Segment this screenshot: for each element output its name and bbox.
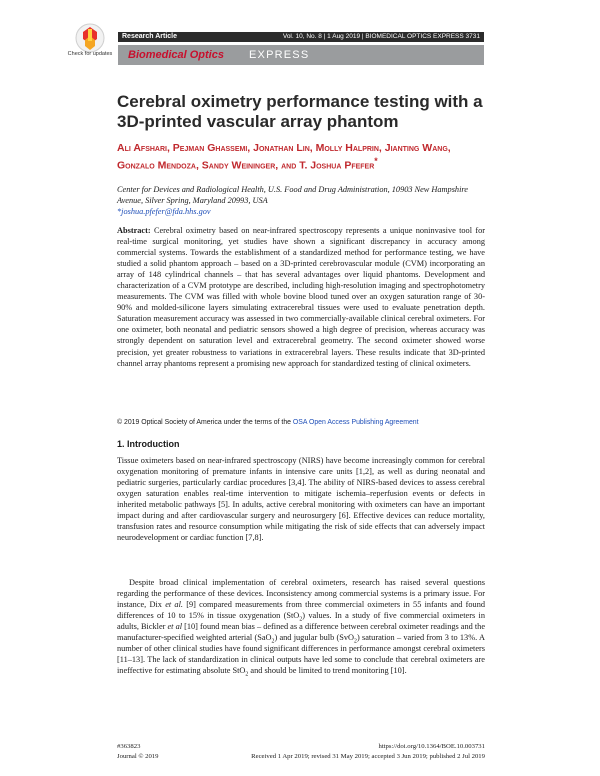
p2-text-a: Despite broad clinical implementation of cerebral oximeters, research has raised several questions regarding the performance of these devices. Inconsistency among commercial systems is a primary issue. For instance, Dix (117, 578, 485, 610)
affiliation: Center for Devices and Radiological Health, U.S. Food and Drug Administration, 10903 New Hampshire Avenue, Silver Spring, Maryland 20993, USA (117, 185, 468, 205)
subscript-2: 2 (299, 616, 303, 623)
copyright-text: © 2019 Optical Society of America under the terms of the (117, 419, 293, 426)
abstract-text: Cerebral oximetry based on near-infrared spectroscopy represents a unique noninvasive tool for real-time surgical monitoring, yet studies have shown a significant discrepancy in accuracy among commercial systems. Towards the establishment of a standardized method for performance testing, we have studied a solid phantom approach – based on a 3D-printed cerebrovascular module (CVM) incorporating an array of 148 cylindrical channels – that has several advantages over liquid phantoms. Development and characterization of a CVM prototype are described, including high-resolution imaging and spectrophotometry measurements. The CVM was filled with whole bovine blood tuned over an oxygen saturation range of 30-90% and molded-silicone layers simulating extracerebral tissues were used to evaluate penetration depth. Saturation measurement accuracy was assessed in two commercially-available clinical cerebral oximeters. For one oximeter, both neonatal and pediatric sensors showed a high degree of precision, whereas accuracy was strongly dependent on saturation level and extracerebral geometry. The second oximeter showed worse precision, yet greater robustness to variations in extracerebral layers. These results indicate that 3D-printed channel array phantoms represent a promising new approach for standardized testing of clinical oximeters. (117, 226, 485, 368)
section-heading: 1. Introduction (117, 439, 180, 449)
footer-left (117, 742, 159, 762)
article-id: #363823 (117, 743, 141, 750)
p2-text-g: and should be limited to trend monitoring [10]. (248, 666, 407, 676)
doi-link[interactable]: https://doi.org/10.1364/BOE.10.003731 (378, 743, 485, 750)
p2-etal-1: et al. (165, 600, 183, 610)
footer-right (251, 742, 485, 762)
page-title: Cerebral oximetry performance testing with a 3D-printed vascular array phantom (117, 92, 483, 131)
intro-paragraph-2 (117, 577, 486, 679)
p2-text-d: [10] found mean bias – defined as a difference between cerebral oximeter readings and the manufacturer-specified weighted arterial (SaO (117, 622, 486, 643)
abstract-label: Abstract: (117, 226, 151, 235)
intro-paragraph-1: Tissue oximeters based on near-infrared spectroscopy (NIRS) have become increasingly common for cerebral oxygenation monitoring of premature infants in intensive care units [1,2], as well as during neonatal and pediatric surgeries, particularly cardiac procedures [3,4]. The ability of NIRS-based devices to assess cerebral oxygen saturation enables real-time intervention to mitigate ischemia–reperfusion events or defects in inherited metabolic pathways [5]. In adults, active cerebral monitoring with oximeters can have an important impact during and after cardiovascular surgery and neurosurgery [6]. Effective devices can reduce mortality, transfusion rates and resource consumption while mitigating the risk of side effects that can adversely impact neurodevelopment or cardiac function [7,8]. (117, 456, 485, 543)
journal-name: Biomedical Optics (128, 49, 224, 61)
citation-line: Vol. 10, No. 8 | 1 Aug 2019 | BIOMEDICAL OPTICS EXPRESS 3731 (282, 33, 480, 40)
subscript-2: 2 (354, 638, 357, 645)
copyright-notice (117, 418, 485, 428)
p2-text-e: ) and jugular bulb (SvO (274, 633, 355, 643)
publication-dates: Received 1 Apr 2019; revised 31 May 2019; accepted 3 Jun 2019; published 2 Jul 2019 (251, 753, 485, 760)
author-list (117, 142, 487, 172)
p2-text-f: ) saturation – varied from 3 to 13%. A number of other clinical studies have found significant differences in performance amongst cerebral oximeters [11–13]. The lack of standardization in clinical outputs have led some to conclude that cerebral oximeters are ineffective for estimating absolute StO (117, 633, 485, 676)
check-for-updates-label[interactable]: Check for updates (67, 51, 113, 57)
journal-copyright: Journal © 2019 (117, 753, 159, 760)
check-for-updates-icon[interactable] (74, 22, 106, 64)
p2-text-b: [9] compared measurements from three commercial oximeters in 55 infants and found differences of 10 to 15% in tissue oxygenation (StO (117, 600, 485, 621)
corresponding-author-mark: * (374, 155, 378, 166)
p2-etal-2: et al (167, 622, 183, 632)
email-link[interactable]: *joshua.pfefer@fda.hhs.gov (117, 207, 211, 216)
journal-banner (118, 45, 484, 65)
article-type: Research Article (122, 33, 177, 40)
author-names: Ali Afshari, Pejman Ghassemi, Jonathan Lin, Molly Halprin, Jianting Wang, Gonzalo Mendoza, Sandy Weininger, and T. Joshua Pfefer (117, 142, 451, 171)
license-link[interactable]: OSA Open Access Publishing Agreement (292, 419, 419, 426)
p2-text-c: ) values. In a study of five commercial oximeters in adults, Bickler (117, 611, 485, 632)
journal-suffix: EXPRESS (249, 49, 310, 61)
abstract (117, 225, 485, 369)
article-header-bar (118, 32, 484, 42)
subscript-2: 2 (271, 638, 275, 645)
subscript-2: 2 (245, 672, 249, 679)
